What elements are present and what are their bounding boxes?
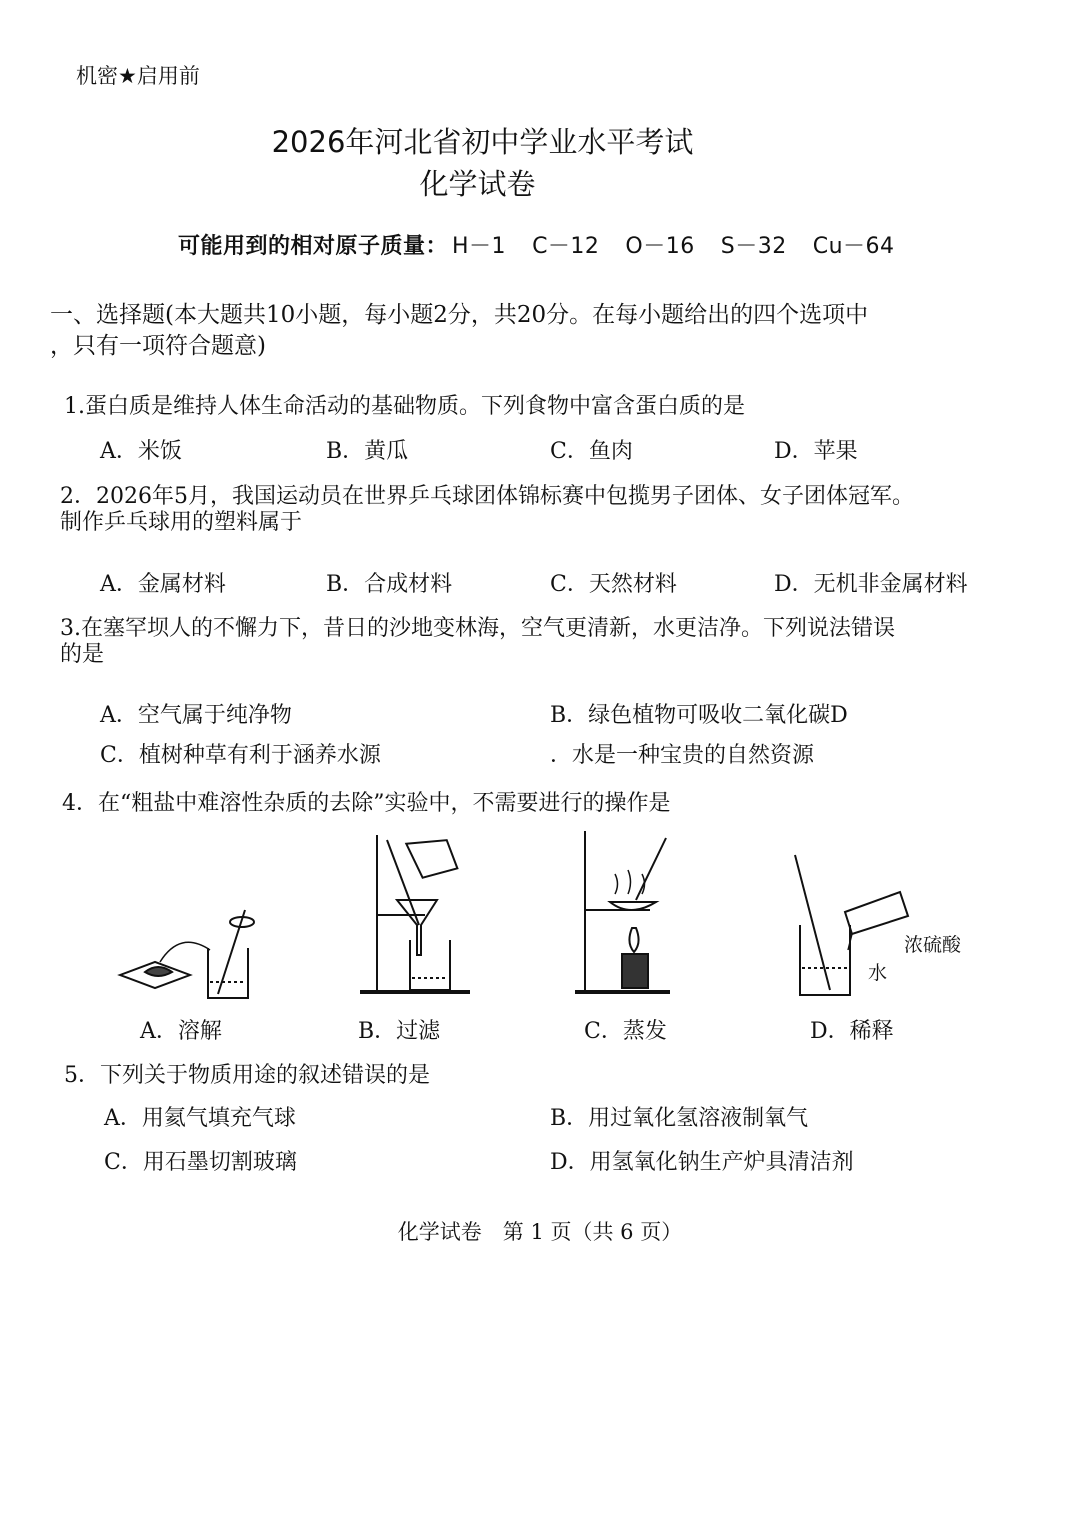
question-5-option-c: C．用石墨切割玻璃 — [104, 1150, 297, 1175]
glass-rod-b — [387, 840, 419, 925]
question-3-option-c: C．植树种草有利于涵养水源 — [100, 743, 381, 768]
alcohol-lamp — [622, 954, 648, 988]
coarse-salt-pile — [145, 967, 172, 976]
exam-title: 2026年河北省初中学业水平考试 — [271, 125, 694, 159]
atomic-mass-o: O－16 — [625, 234, 695, 259]
question-3-option-b: B．绿色植物可吸收二氧化碳D — [550, 703, 848, 728]
section-heading-line1: 一、选择题(本大题共10小题，每小题2分，共20分。在每小题给出的四个选项中 — [50, 302, 869, 328]
label-water: 水 — [868, 962, 888, 984]
figure-caption-d: D．稀释 — [810, 1019, 894, 1044]
question-1-option-d: D．苹果 — [774, 439, 858, 464]
filtration-apparatus-figure — [355, 830, 475, 1000]
atomic-masses-label: 可能用到的相对原子质量： — [178, 234, 449, 259]
question-2-stem-line1: 2．2026年5月，我国运动员在世界乒乓球团体锦标赛中包揽男子团体、女子团体冠军。 — [60, 484, 914, 509]
beaker-d — [800, 925, 850, 995]
question-4-stem: 4．在“粗盐中难溶性杂质的去除”实验中，不需要进行的操作是 — [62, 791, 671, 816]
dissolving-apparatus-figure — [110, 890, 270, 1000]
atomic-masses-line — [178, 229, 895, 260]
question-5-option-a: A．用氦气填充气球 — [104, 1106, 296, 1131]
dilution-apparatus-figure — [790, 850, 920, 1000]
pouring-beaker — [406, 833, 457, 880]
beaker-a — [208, 948, 248, 998]
funnel — [397, 900, 437, 955]
question-3-stem-line2: 的是 — [60, 642, 105, 667]
atomic-mass-c: C－12 — [532, 234, 600, 259]
atomic-mass-h: H－1 — [452, 234, 507, 259]
question-3-option-d: ．水是一种宝贵的自然资源 — [550, 743, 815, 768]
confidential-mark: 机密★启用前 — [76, 64, 200, 88]
atomic-mass-s: S－32 — [720, 234, 787, 259]
question-2-option-a: A．金属材料 — [100, 572, 226, 597]
glass-rod-c — [636, 838, 666, 900]
flame — [629, 928, 638, 952]
question-1-option-a: A．米饭 — [100, 439, 182, 464]
transfer-arrow — [160, 942, 210, 962]
question-2-option-b: B．合成材料 — [326, 572, 453, 597]
question-5-option-b: B．用过氧化氢溶液制氧气 — [550, 1106, 809, 1131]
evaporation-apparatus-figure — [570, 828, 690, 1000]
question-3-stem-line1: 3.在塞罕坝人的不懈力下，昔日的沙地变林海，空气更清新，水更洁净。下列说法错误 — [60, 616, 895, 641]
question-2-stem-line2: 制作乒乓球用的塑料属于 — [60, 510, 303, 535]
label-concentrated-sulfuric-acid: 浓硫酸 — [904, 934, 962, 956]
figure-caption-c: C．蒸发 — [584, 1019, 667, 1044]
figure-caption-a: A．溶解 — [140, 1019, 222, 1044]
question-2-option-c: C．天然材料 — [550, 572, 677, 597]
question-1-stem: 1.蛋白质是维持人体生命活动的基础物质。下列食物中富含蛋白质的是 — [64, 394, 745, 419]
evaporating-dish — [610, 902, 656, 910]
atomic-mass-cu: Cu－64 — [812, 234, 895, 259]
page-footer: 化学试卷 第 1 页（共 6 页） — [397, 1220, 683, 1244]
section-heading-line2: ，只有一项符合题意) — [50, 333, 266, 359]
question-1-option-b: B．黄瓜 — [326, 439, 409, 464]
question-3-option-a: A．空气属于纯净物 — [100, 703, 292, 728]
figure-caption-b: B．过滤 — [358, 1019, 441, 1044]
question-1-option-c: C．鱼肉 — [550, 439, 633, 464]
section-heading — [50, 300, 1040, 362]
exam-subtitle: 化学试卷 — [419, 167, 536, 201]
acid-bottle — [845, 892, 908, 934]
question-5-stem: 5．下列关于物质用途的叙述错误的是 — [64, 1063, 430, 1088]
question-2-option-d: D．无机非金属材料 — [774, 572, 968, 597]
question-5-option-d: D．用氢氧化钠生产炉具清洁剂 — [550, 1150, 854, 1175]
